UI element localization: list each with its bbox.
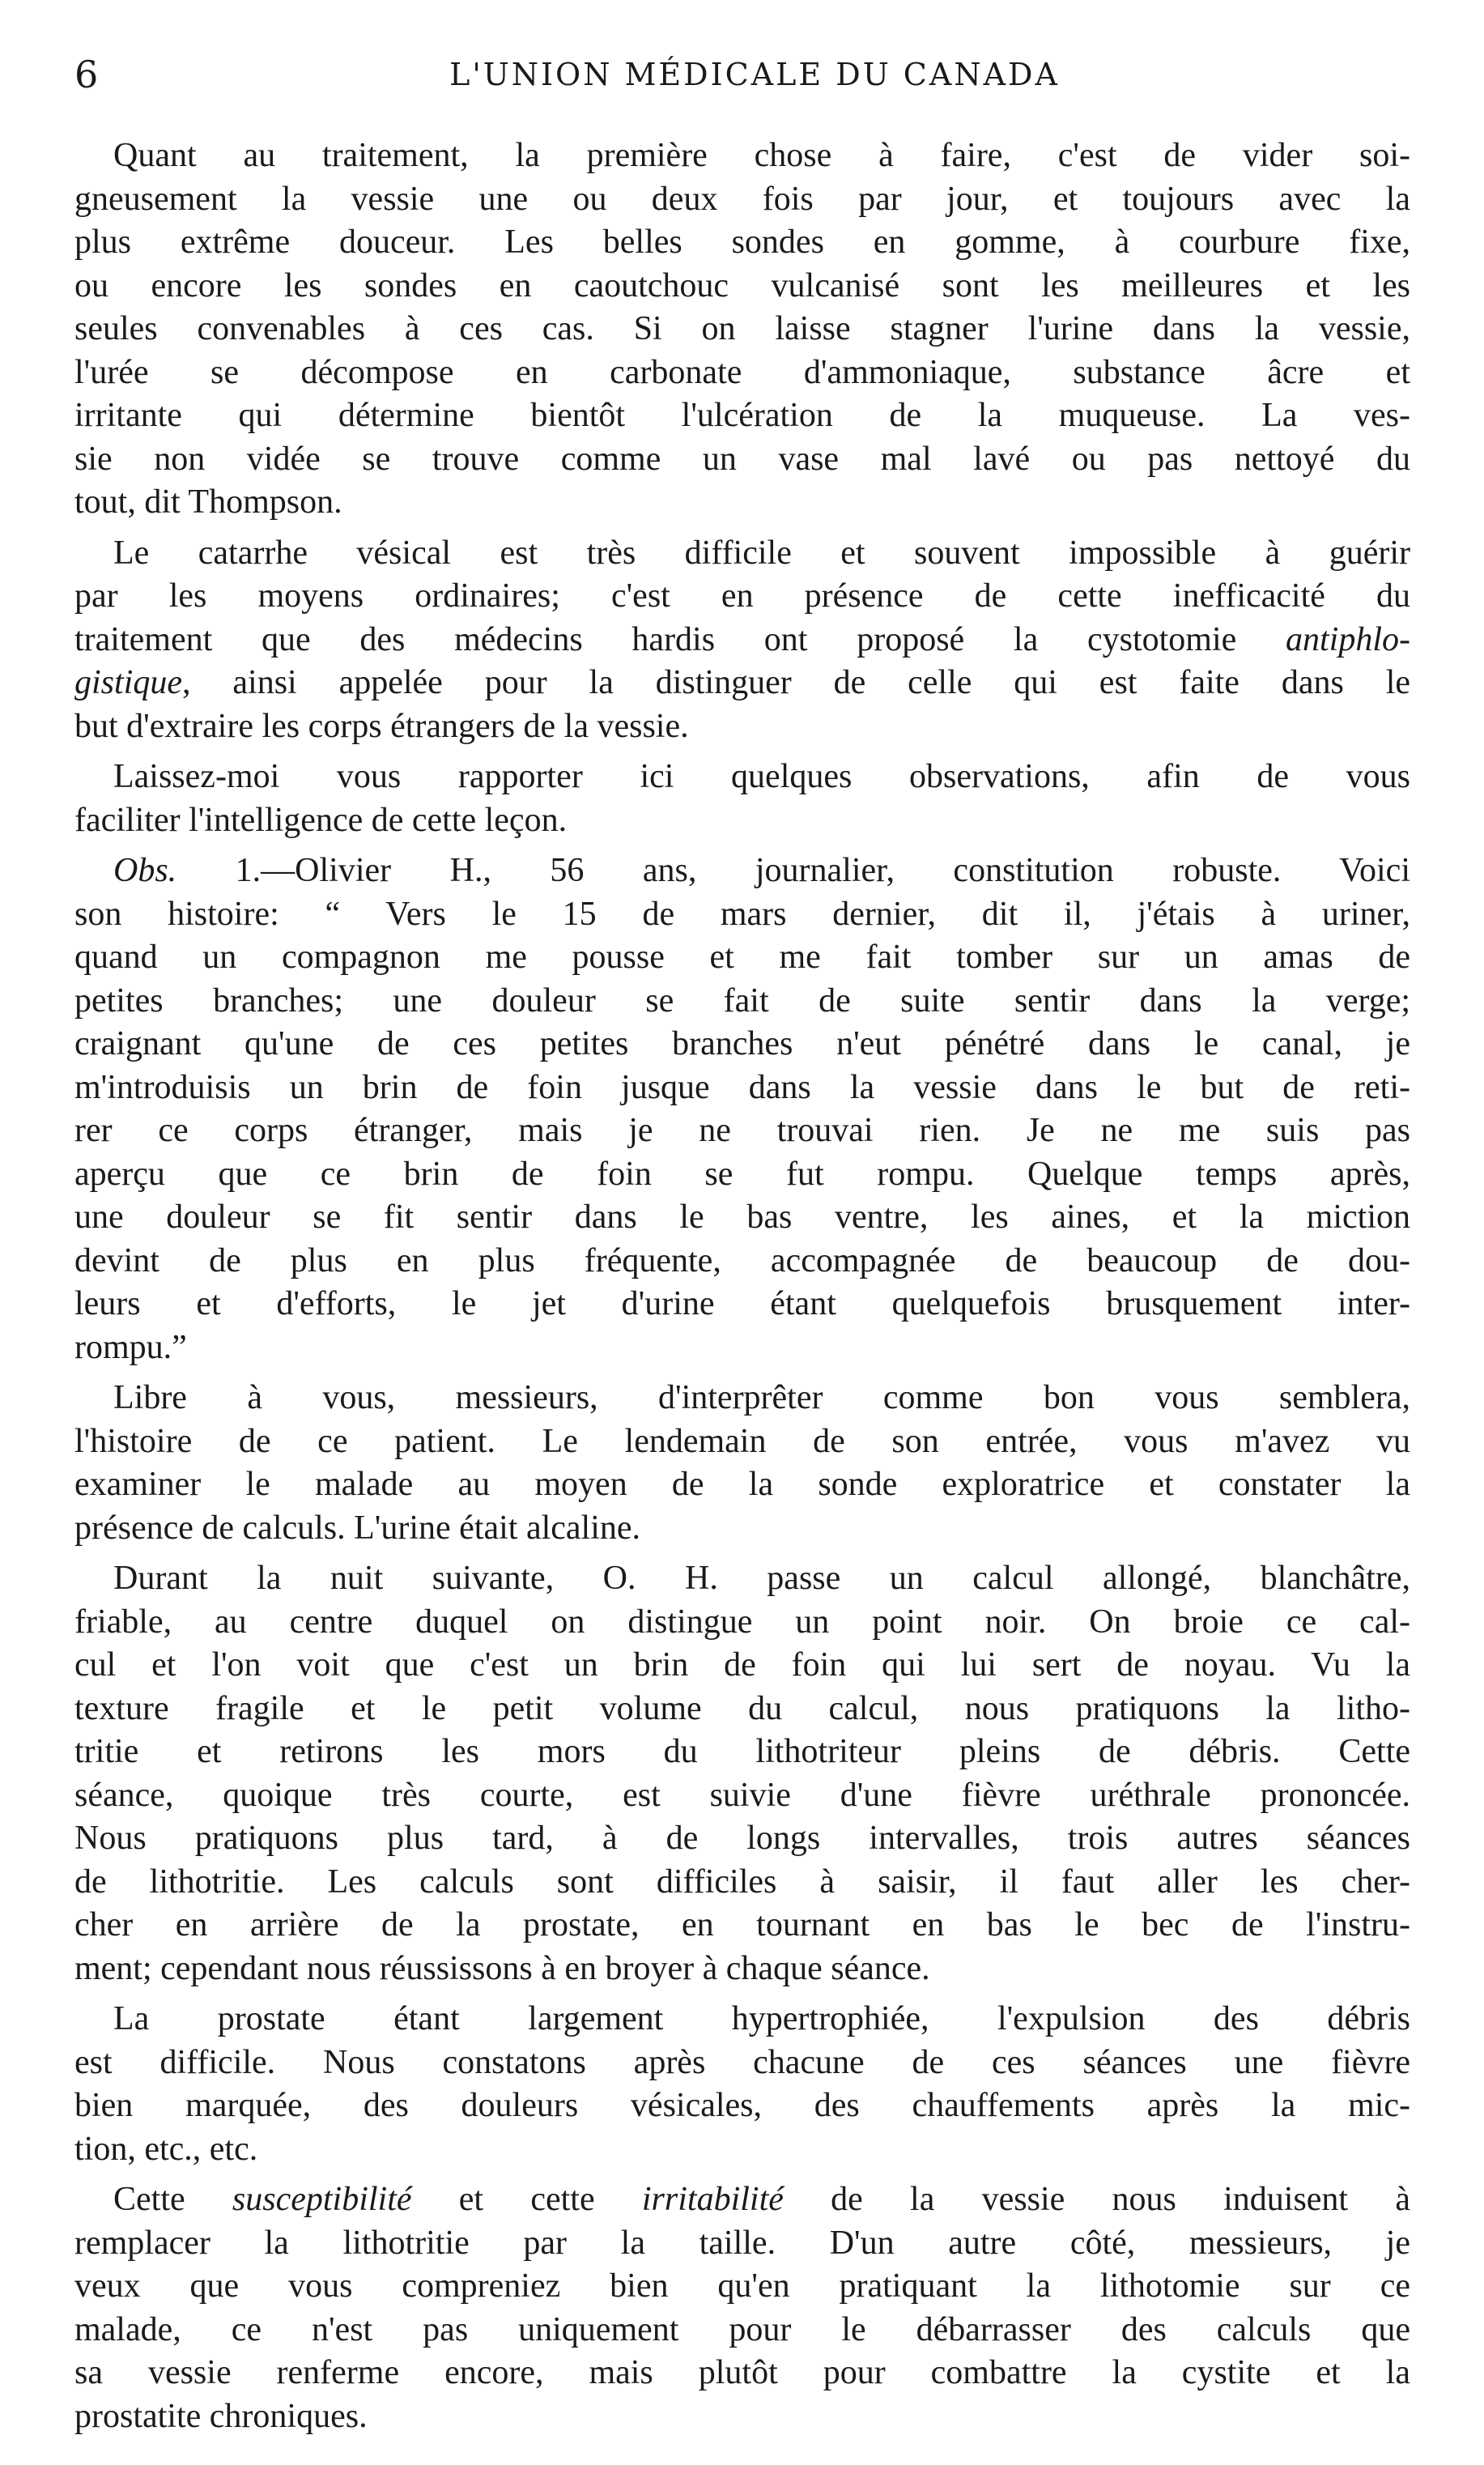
text-line: par les moyens ordinaires; c'est en présence de cette inefficacité du: [74, 577, 1410, 615]
text-line: sie non vidée se trouve comme un vase mal lavé ou pas nettoyé du: [74, 440, 1410, 478]
text-line: ou encore les sondes en caoutchouc vulcanisé sont les meilleures et les: [74, 266, 1410, 304]
text-line: leurs et d'efforts, le jet d'urine étant quelquefois brusquement inter-: [74, 1285, 1410, 1322]
text-line: de lithotritie. Les calculs sont difficiles à saisir, il faut aller les cher-: [74, 1863, 1410, 1901]
italic-term: gistique: [74, 664, 182, 701]
text-line: son histoire: “ Vers le 15 de mars dernier, dit il, j'étais à uriner,: [74, 895, 1410, 933]
text-line: rompu.”: [74, 1328, 187, 1366]
text-line: présence de calculs. L'urine était alcaline.: [74, 1509, 641, 1547]
text-line: l'urée se décompose en carbonate d'ammoniaque, substance âcre et: [74, 353, 1410, 391]
text-line: bien marquée, des douleurs vésicales, des chauffements après la mic-: [74, 2087, 1410, 2124]
text-line: sa vessie renferme encore, mais plutôt pour combattre la cystite et la: [74, 2354, 1410, 2391]
text-line: Libre à vous, messieurs, d'interprêter comme bon vous semblera,: [113, 1379, 1410, 1416]
text-line: tion, etc., etc.: [74, 2130, 258, 2168]
journal-title: L'UNION MÉDICALE DU CANADA: [449, 57, 1060, 92]
paragraph: [74, 1998, 1410, 2171]
text-line: Durant la nuit suivante, O. H. passe un calcul allongé, blanchâtre,: [113, 1560, 1410, 1597]
text-line: La prostate étant largement hypertrophiée, l'expulsion des débris: [113, 2000, 1410, 2037]
paragraph: [74, 756, 1410, 842]
text-line: examiner le malade au moyen de la sonde exploratrice et constater la: [74, 1466, 1410, 1503]
text-line: plus extrême douceur. Les belles sondes en gomme, à courbure fixe,: [74, 224, 1410, 261]
text-line: Quant au traitement, la première chose à faire, c'est de vider soi-: [113, 137, 1410, 174]
text-line: but d'extraire les corps étrangers de la vessie.: [74, 707, 689, 745]
text-line: remplacer la lithotritie par la taille. D'un autre côté, messieurs, je: [74, 2224, 1410, 2262]
text-line: séance, quoique très courte, est suivie d'une fièvre uréthrale prononcée.: [74, 1776, 1410, 1814]
text-line: seules convenables à ces cas. Si on laisse stagner l'urine dans la vessie,: [74, 310, 1410, 347]
text-line: Cette susceptibilité et cette irritabilité de la vessie nous induisent à: [113, 2181, 1410, 2218]
text-line: friable, au centre duquel on distingue un point noir. On broie ce cal-: [74, 1603, 1410, 1641]
paragraph: [74, 849, 1410, 1369]
text-line: traitement que des médecins hardis ont proposé la cystotomie antiphlo-: [74, 620, 1410, 658]
italic-term: irritabilité: [641, 2181, 784, 2218]
text-line: aperçu que ce brin de foin se fut rompu. Quelque temps après,: [74, 1155, 1410, 1193]
text-line: rer ce corps étranger, mais je ne trouvai rien. Je ne me suis pas: [74, 1112, 1410, 1149]
text-line: tout, dit Thompson.: [74, 483, 342, 521]
italic-term: antiphlo-: [1286, 620, 1410, 658]
running-head: [74, 50, 1435, 99]
text-line: gistique, ainsi appelée pour la distinguer de celle qui est faite dans le: [74, 664, 1410, 701]
paragraph: [74, 532, 1410, 749]
text-line: devint de plus en plus fréquente, accompagnée de beaucoup de dou-: [74, 1241, 1410, 1279]
text-line: irritante qui détermine bientôt l'ulcération de la muqueuse. La ves-: [74, 397, 1410, 434]
text-line: Laissez-moi vous rapporter ici quelques observations, afin de vous: [113, 758, 1410, 795]
text-line: ment; cependant nous réussissons à en broyer à chaque séance.: [74, 1949, 930, 1987]
text-line: malade, ce n'est pas uniquement pour le débarrasser des calculs que: [74, 2310, 1410, 2348]
italic-term: susceptibilité: [232, 2181, 412, 2218]
text-line: texture fragile et le petit volume du calcul, nous pratiquons la litho-: [74, 1689, 1410, 1727]
text-line: m'introduisis un brin de foin jusque dans la vessie dans le but de reti-: [74, 1068, 1410, 1106]
text-line: Nous pratiquons plus tard, à de longs intervalles, trois autres séances: [74, 1820, 1410, 1857]
text-line: craignant qu'une de ces petites branches n'eut pénétré dans le canal, je: [74, 1025, 1410, 1062]
text-line: Le catarrhe vésical est très difficile et souvent impossible à guérir: [113, 534, 1410, 572]
article-body: [74, 134, 1410, 2446]
page-number: 6: [74, 53, 99, 96]
paragraph: [74, 2178, 1410, 2438]
text-line: cul et l'on voit que c'est un brin de foin qui lui sert de noyau. Vu la: [74, 1646, 1410, 1684]
text-line: prostatite chroniques.: [74, 2397, 368, 2435]
paragraph: [74, 1557, 1410, 1990]
text-line: une douleur se fit sentir dans le bas ventre, les aines, et la miction: [74, 1198, 1410, 1236]
text-line: est difficile. Nous constatons après chacune de ces séances une fièvre: [74, 2043, 1410, 2081]
text-line: l'histoire de ce patient. Le lendemain de son entrée, vous m'avez vu: [74, 1422, 1410, 1460]
text-line: faciliter l'intelligence de cette leçon.: [74, 801, 568, 839]
paragraph: [74, 134, 1410, 525]
paragraph: [74, 1377, 1410, 1550]
text-line: Obs. 1.—Olivier H., 56 ans, journalier, constitution robuste. Voici: [113, 852, 1410, 889]
text-line: quand un compagnon me pousse et me fait tomber sur un amas de: [74, 939, 1410, 976]
text-line: cher en arrière de la prostate, en tournant en bas le bec de l'instru-: [74, 1906, 1410, 1943]
text-line: gneusement la vessie une ou deux fois par jour, et toujours avec la: [74, 180, 1410, 218]
text-line: veux que vous compreniez bien qu'en pratiquant la lithotomie sur ce: [74, 2267, 1410, 2305]
italic-term: Obs.: [113, 852, 177, 889]
text-line: petites branches; une douleur se fait de suite sentir dans la verge;: [74, 981, 1410, 1020]
text-line: tritie et retirons les mors du lithotriteur pleins de débris. Cette: [74, 1733, 1410, 1770]
